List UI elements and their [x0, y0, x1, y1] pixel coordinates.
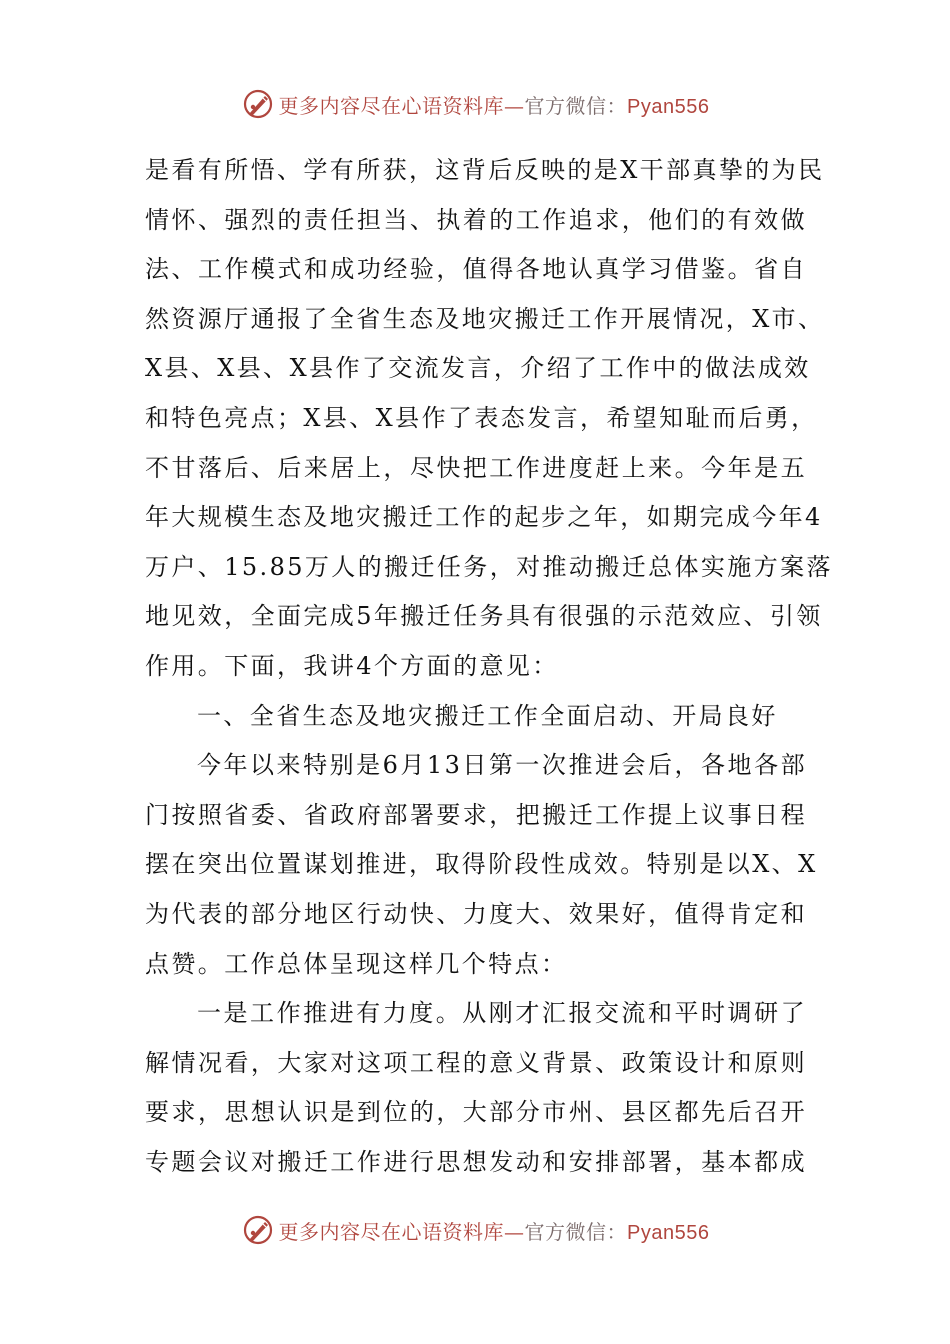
header-watermark: [0, 84, 950, 124]
text-line: 地见效，全面完成5年搬迁任务具有很强的示范效应、引领: [145, 602, 823, 631]
text-line: 是看有所悟、学有所获，这背后反映的是X干部真挚的为民: [145, 156, 825, 184]
text-line: 今年以来特别是6月13日第一次推进会后，各地各部: [197, 751, 807, 780]
text-line: X县、X县、X县作了交流发言，介绍了工作中的做法成效: [145, 354, 811, 383]
text-line: 情怀、强烈的责任担当、执着的工作追求，他们的有效做: [145, 205, 807, 234]
text-line: 万户、15.85万人的搬迁任务，对推动搬迁总体实施方案落: [145, 552, 833, 581]
text-line: 专题会议对搬迁工作进行思想发动和安排部署，基本都成: [145, 1147, 807, 1176]
text-line: 和特色亮点；X县、X县作了表态发言，希望知耻而后勇，: [145, 403, 818, 432]
footer-watermark: [0, 1210, 950, 1250]
text-line: 不甘落后、后来居上，尽快把工作进度赶上来。今年是五: [145, 453, 807, 482]
pen-logo-icon: [241, 1213, 275, 1247]
text-line: 摆在突出位置谋划推进，取得阶段性成效。特别是以X、X: [145, 850, 818, 879]
watermark-text: 更多内容尽在心语资料库—官方微信：Pyan556: [278, 1219, 710, 1244]
text-line: 点赞。工作总体呈现这样几个特点：: [145, 949, 568, 978]
document-body: [145, 146, 833, 1187]
text-line: 作用。下面，我讲4个方面的意见：: [145, 651, 559, 680]
section-heading: 一、全省生态及地灾搬迁工作全面启动、开局良好: [197, 701, 778, 730]
text-line: 要求，思想认识是到位的，大部分市州、县区都先后召开: [145, 1098, 807, 1127]
watermark-text: 更多内容尽在心语资料库—官方微信：Pyan556: [278, 93, 710, 118]
text-line: 然资源厅通报了全省生态及地灾搬迁工作开展情况，X市、: [145, 304, 825, 333]
pen-logo-icon: [241, 87, 275, 121]
text-line: 一是工作推进有力度。从刚才汇报交流和平时调研了: [197, 999, 807, 1028]
text-line: 为代表的部分地区行动快、力度大、效果好，值得肯定和: [145, 899, 807, 928]
text-line: 法、工作模式和成功经验，值得各地认真学习借鉴。省自: [145, 255, 807, 284]
text-line: 年大规模生态及地灾搬迁工作的起步之年，如期完成今年4: [145, 503, 823, 532]
text-line: 解情况看，大家对这项工程的意义背景、政策设计和原则: [145, 1048, 807, 1077]
text-line: 门按照省委、省政府部署要求，把搬迁工作提上议事日程: [145, 800, 807, 829]
